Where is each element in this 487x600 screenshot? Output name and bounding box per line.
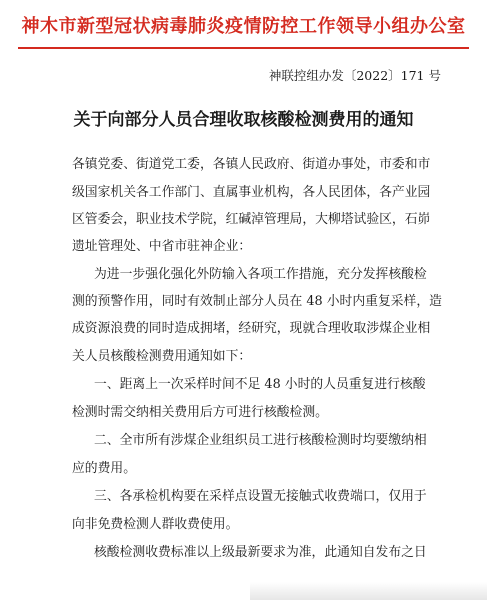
red-divider-line [18,47,469,49]
body-line-2: 测的预警作用，同时有效制止部分人员在 48 小时内重复采样，造 [72,294,442,309]
issuing-office-header: 神木市新型冠状病毒肺炎疫情防控工作领导小组办公室 [21,16,466,37]
document-title: 关于向部分人员合理收取核酸检测费用的通知 [73,110,414,130]
addressee-line-4: 遗址管理处、中省市驻神企业： [72,239,252,254]
item-one-line-2: 检测时需交纳相关费用后方可进行核酸检测。 [72,405,328,420]
bottom-fade-overlay [250,582,487,600]
body-line-3: 成资源浪费的同时造成拥堵，经研究，现就合理收取涉煤企业相 [72,321,431,336]
body-line-4: 关人员核酸检测费用通知如下： [72,349,252,364]
addressee-line-1: 各镇党委、街道党工委，各镇人民政府、街道办事处，市委和市 [72,157,431,172]
addressee-line-3: 区管委会，职业技术学院，红碱淖管理局，大柳塔试验区，石峁 [72,212,431,227]
item-one-line-1: 一、距离上一次采样时间不足 48 小时的人员重复进行核酸 [94,377,426,392]
closing-line-1: 核酸检测收费标准以上级最新要求为准，此通知自发布之日 [94,545,427,560]
item-three-line-2: 向非免费检测人群收费使用。 [72,517,239,532]
addressee-line-2: 级国家机关各工作部门、直属事业机构，各人民团体，各产业园 [72,185,431,200]
item-two-line-1: 二、全市所有涉煤企业组织员工进行核酸检测时均要缴纳相 [94,433,427,448]
body-line-1: 为进一步强化强化外防输入各项工作措施，充分发挥核酸检 [94,267,427,282]
item-three-line-1: 三、各承检机构要在采样点设置无接触式收费端口，仅用于 [94,489,427,504]
document-number: 神联控组办发〔2022〕171 号 [268,68,441,83]
item-two-line-2: 应的费用。 [72,461,136,476]
